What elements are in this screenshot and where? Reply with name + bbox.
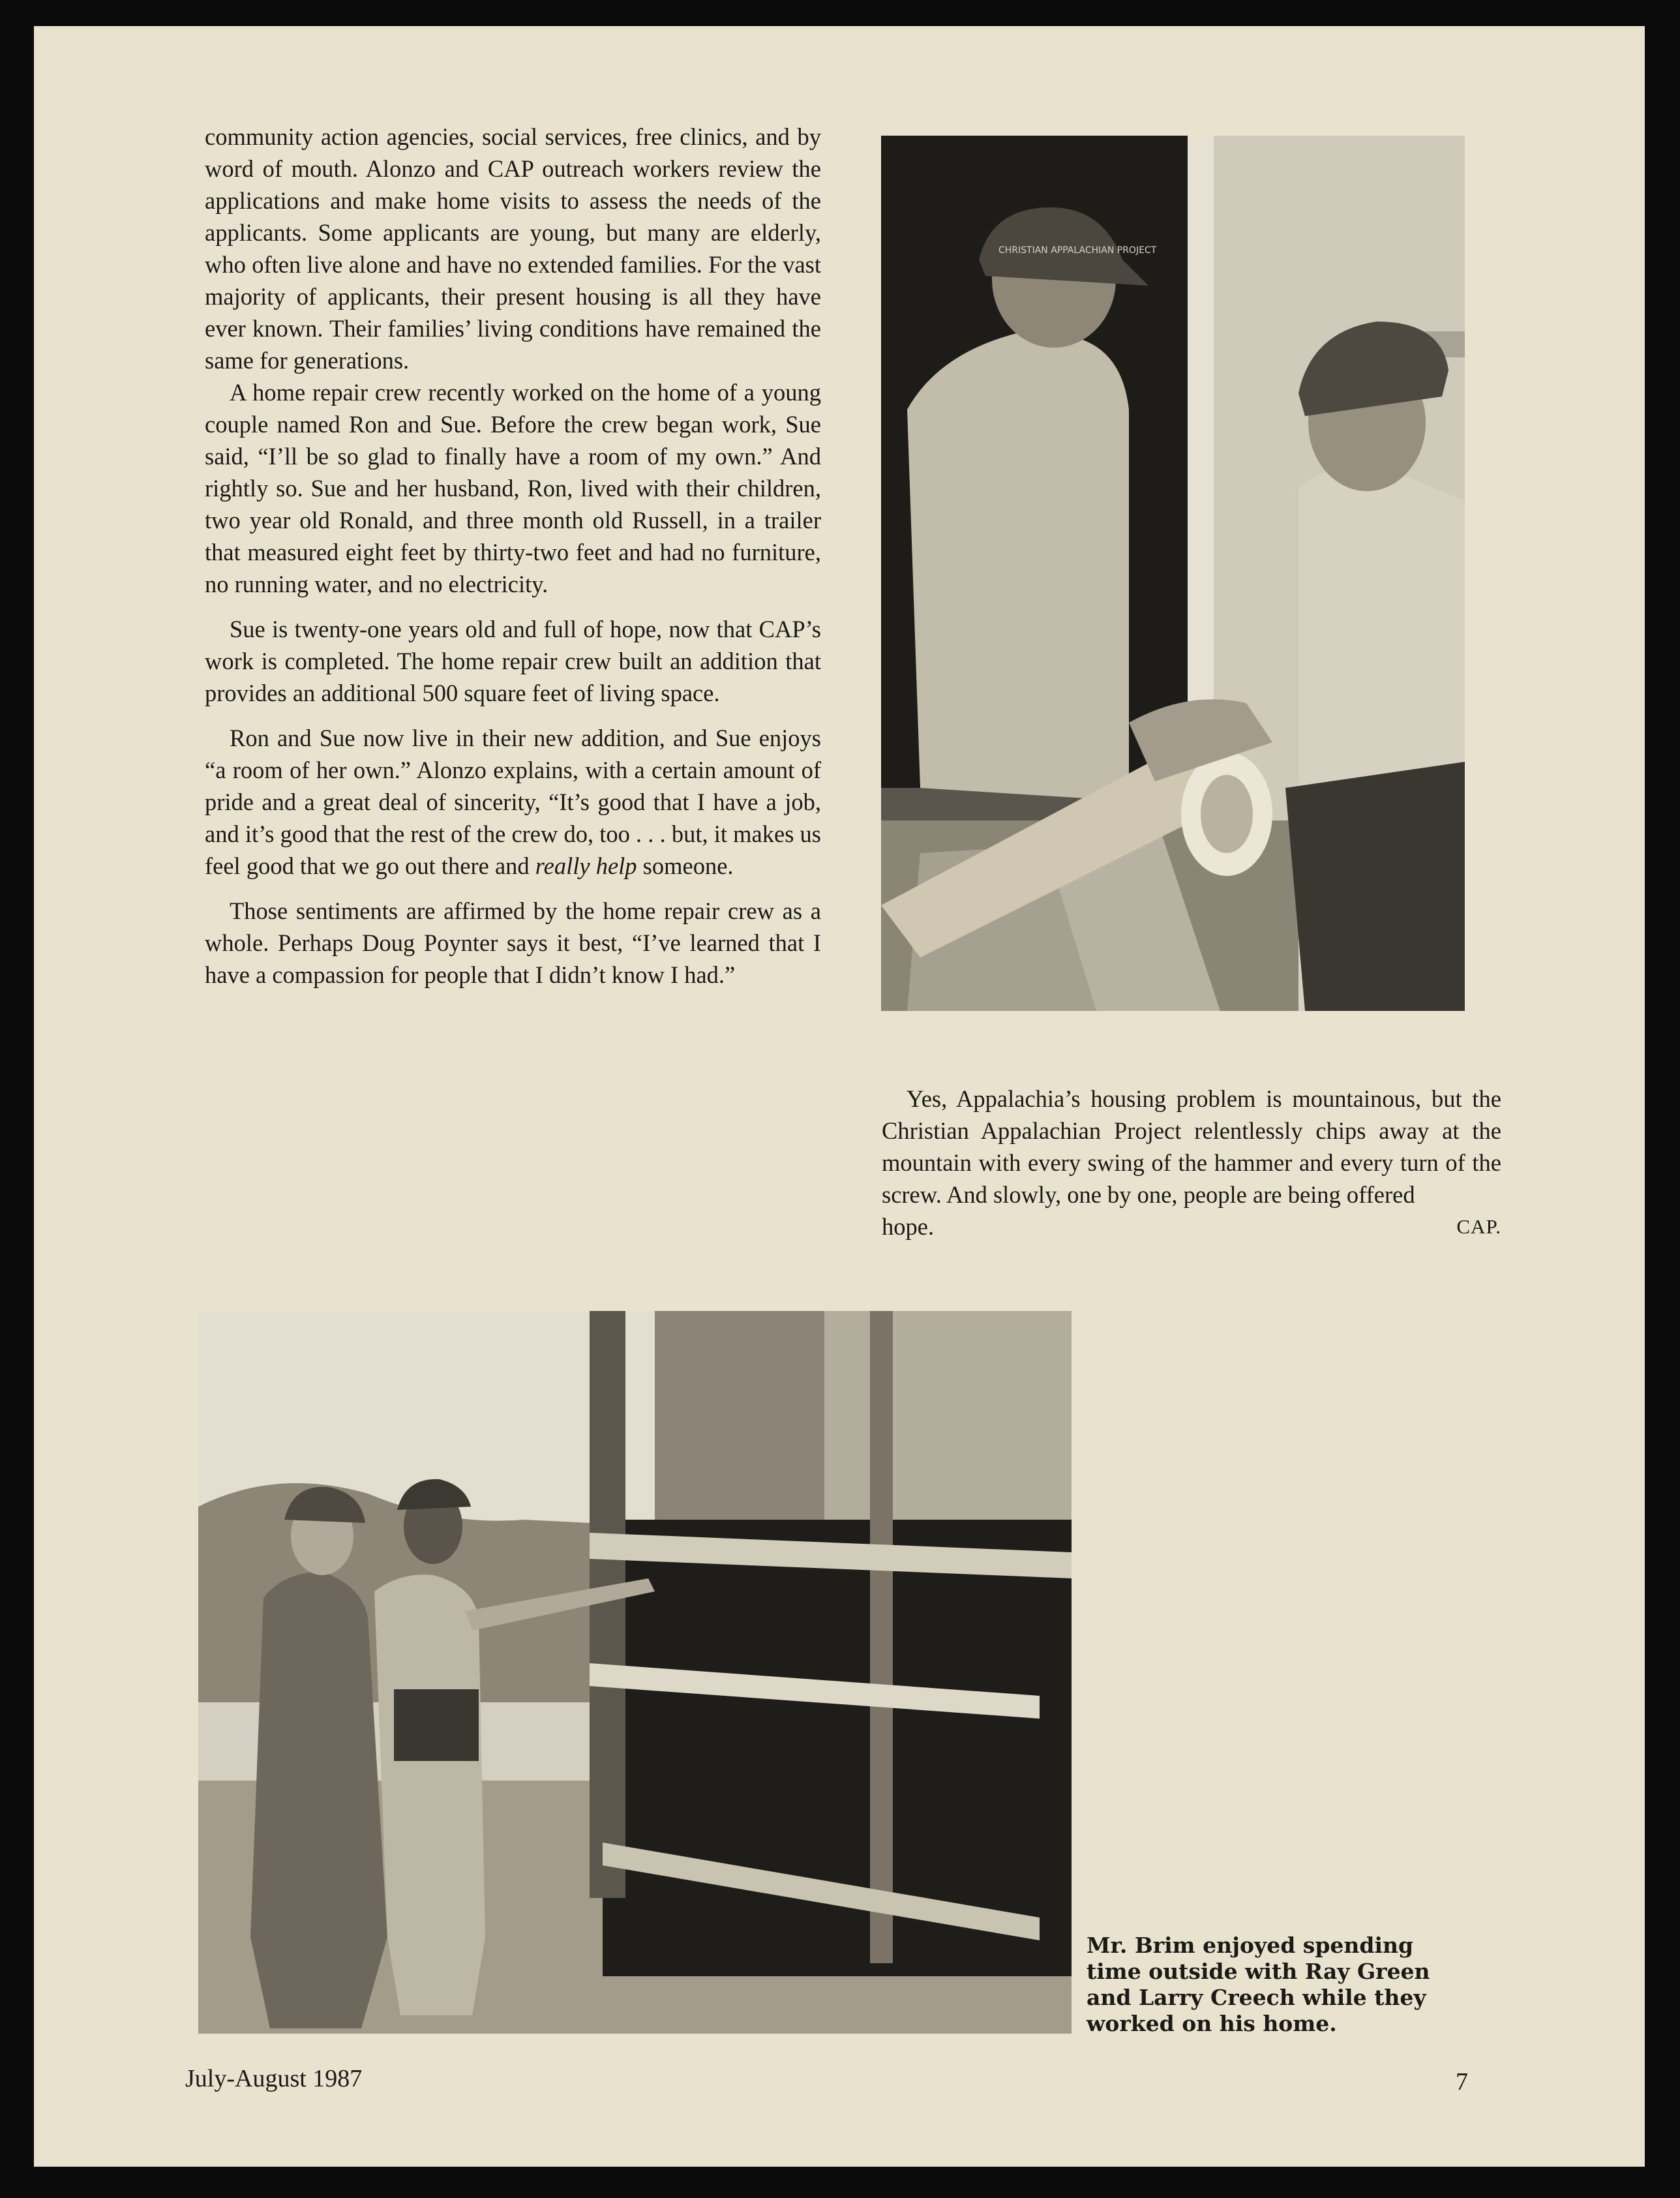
cap-text: CHRISTIAN APPALACHIAN PROJECT: [998, 245, 1157, 256]
article-paragraph: Yes, Appalachia’s housing problem is mountainous, but the Christian Appalachian Project relentlessly chips away at the mountain with every swing of the hammer and every turn of the screw. And slowly, one by one, people are being offered: [882, 1085, 1501, 1208]
article-left-column: [205, 121, 821, 991]
issue-date: July-August 1987: [185, 2065, 363, 2092]
paragraph-end: someone.: [637, 852, 734, 879]
page-number: 7: [1456, 2068, 1468, 2096]
article-signature: CAP.: [1456, 1215, 1501, 1238]
closing-word: hope.: [882, 1213, 935, 1240]
photo-caption: Mr. Brim enjoyed spending time outside with Ray Green and Larry Creech while they worked on his home.: [1087, 1933, 1430, 2036]
photo-workers-sawing-pipe: [881, 136, 1465, 1011]
article-paragraph: Sue is twenty-one years old and full of hope, now that CAP’s work is completed. The home repair crew built an addition that provides an additional 500 square feet of living space.: [205, 616, 821, 706]
closing-line: [882, 1211, 1501, 1242]
magazine-page: [34, 26, 1645, 2167]
article-paragraph: A home repair crew recently worked on the home of a young couple named Ron and Sue. Before the crew began work, Sue said, “I’ll be so glad to finally have a room of my own.” And rightly so. Sue and her husband, Ron, lived with their children, two year old Ronald, and three month old Russell, in a trailer that measured eight feet by thirty-two feet and had no furniture, no running water, and no electricity.: [205, 379, 821, 597]
article-paragraph: community action agencies, social services, free clinics, and by word of mouth. Alonzo and CAP outreach workers review the applications and make home visits to assess the needs of the applicants. Some applicants are young, but many are elderly, who often live alone and have no extended families. For the vast majority of applicants, their present housing is all they have ever known. Their families’ living conditions have remained the same for generations.: [205, 123, 821, 374]
paragraph-text: Ron and Sue now live in their new addition, and Sue enjoys “a room of her own.” Alonzo explains, with a certain amount of pride and a great deal of sincerity, “It’s good that I have a job, and it’s good that the rest of the crew do, too . . . but, it makes us feel good that we go out there and: [205, 725, 821, 879]
article-paragraph: Those sentiments are affirmed by the home repair crew as a whole. Perhaps Doug Poynter says it best, “I’ve learned that I have a compassion for people that I didn’t know I had.”: [205, 897, 821, 988]
photo-men-at-construction-site: [198, 1311, 1072, 2034]
article-right-column: [882, 1083, 1501, 1242]
article-paragraph: [205, 722, 821, 882]
photo-graphic: [881, 136, 1465, 1011]
emphasis-text: really help: [535, 852, 637, 879]
photo-graphic: [198, 1311, 1072, 2034]
